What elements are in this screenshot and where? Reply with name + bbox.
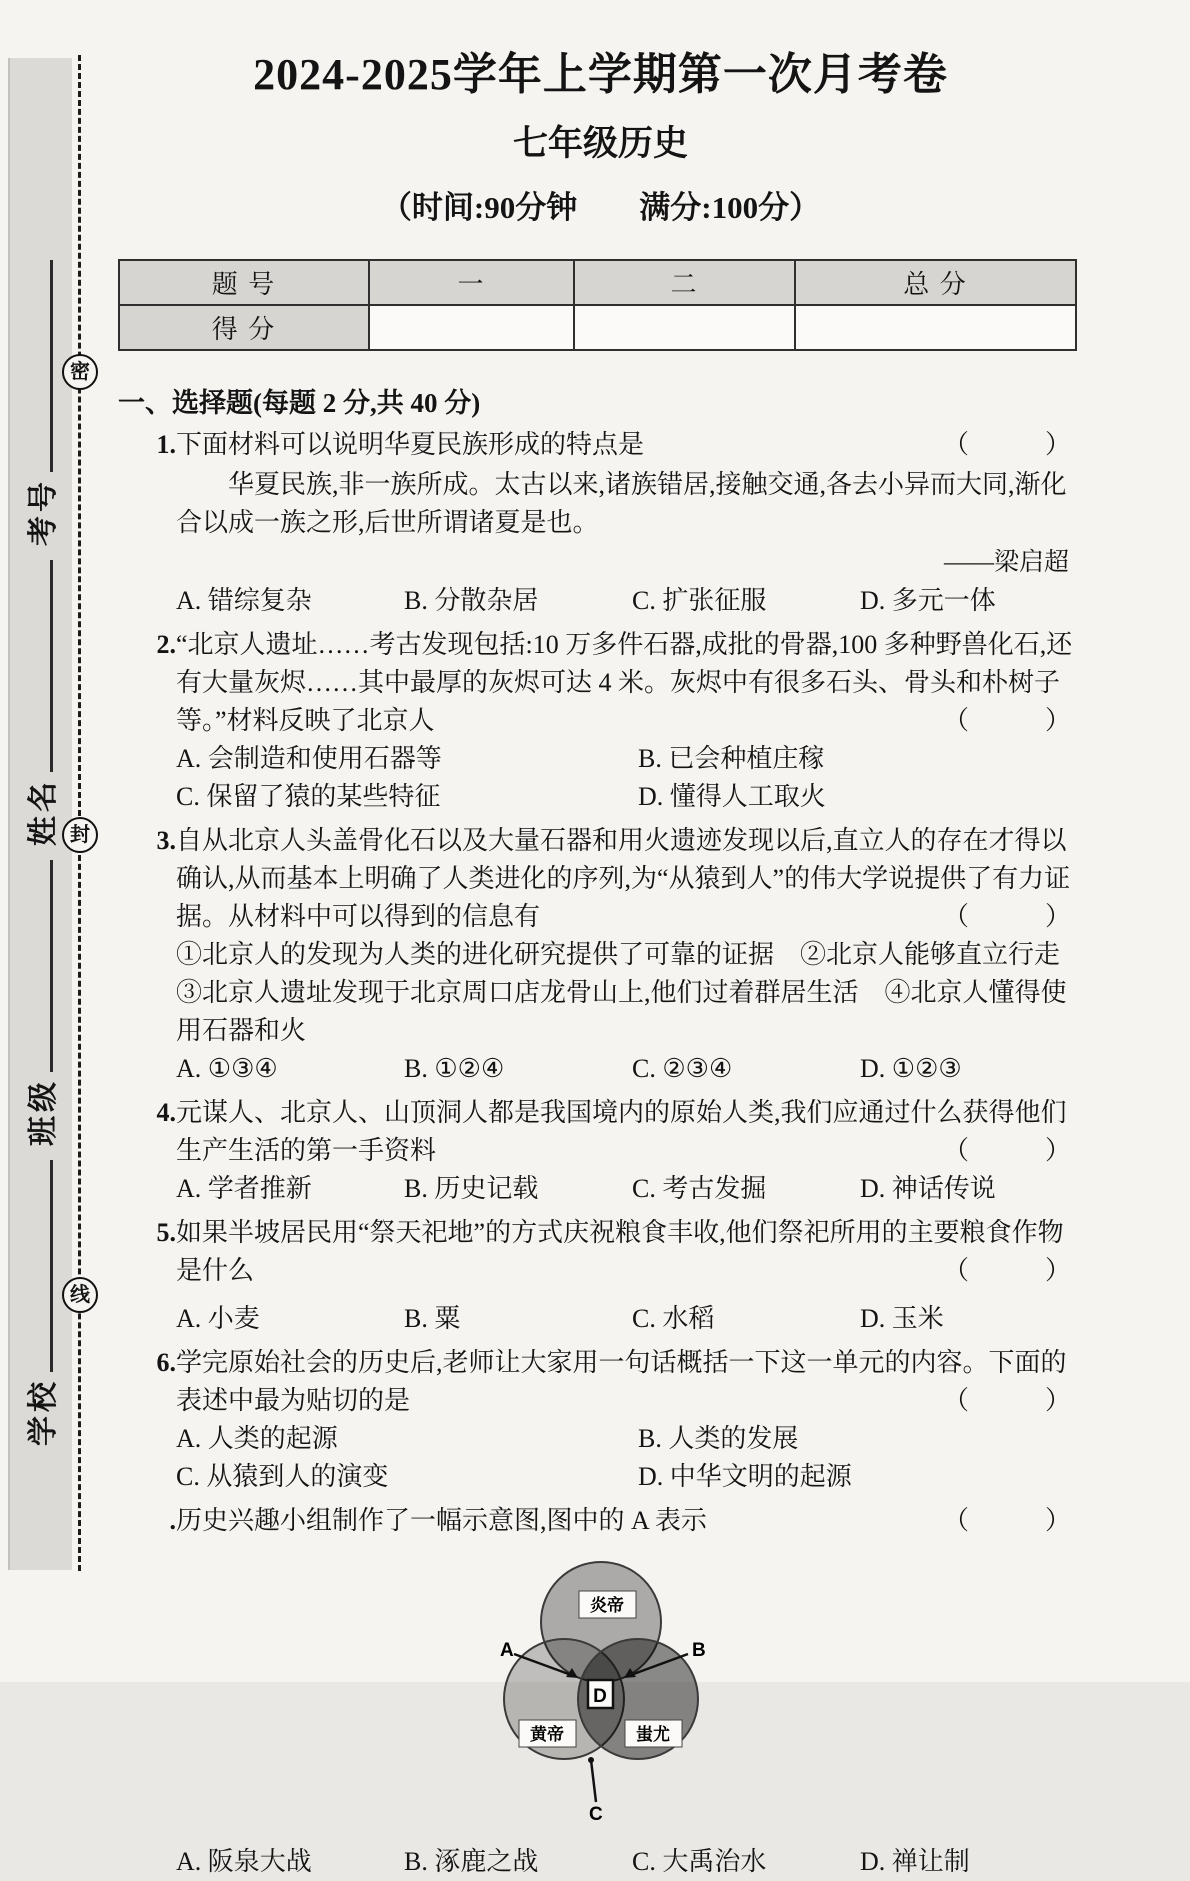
question-2 bbox=[118, 626, 1083, 816]
option-a: A. 错综复杂 bbox=[176, 586, 312, 615]
answer-bracket: （ ） bbox=[942, 1136, 1079, 1165]
option-c: C. 扩张征服 bbox=[632, 586, 767, 615]
score-table-header-part2: 二 bbox=[574, 260, 795, 305]
venn-marker-c: C bbox=[588, 1804, 603, 1825]
venn-marker-b: B bbox=[691, 1640, 706, 1661]
exam-time-score-info: （时间:90分钟 满分:100分） bbox=[380, 190, 821, 225]
score-cell-total bbox=[795, 305, 1076, 350]
option-c: C. 保留了猿的某些特征 bbox=[176, 782, 441, 811]
option-d: D. 玉米 bbox=[860, 1304, 944, 1333]
question-number: 3. bbox=[156, 826, 176, 855]
option-c: C. ②③④ bbox=[632, 1054, 733, 1083]
option-d: D. 中华文明的起源 bbox=[638, 1462, 852, 1491]
options-row bbox=[176, 740, 1088, 816]
score-table-header-total: 总 分 bbox=[795, 260, 1076, 305]
answer-bracket: （ ） bbox=[942, 902, 1079, 931]
name-blank-line bbox=[27, 560, 53, 772]
answer-bracket: （ ） bbox=[942, 1386, 1079, 1415]
option-d: D. 懂得人工取火 bbox=[638, 782, 826, 811]
question-sub-items: ①北京人的发现为人类的进化研究提供了可靠的证据 ②北京人能够直立行走 ③北京人遗址发现于北京周口店龙骨山上,他们过着群居生活 ④北京人懂得使用石器和火 bbox=[176, 940, 1087, 1045]
score-table-row-label: 得 分 bbox=[119, 305, 369, 350]
venn-marker-a: A bbox=[499, 1640, 514, 1661]
question-6 bbox=[118, 1344, 1083, 1496]
class-label: 班级 bbox=[27, 1078, 60, 1146]
question-number: 5. bbox=[156, 1218, 176, 1247]
answer-bracket: （ ） bbox=[942, 430, 1079, 459]
venn-label-huangdi: 黄帝 bbox=[529, 1725, 564, 1744]
school-label: 学校 bbox=[27, 1378, 60, 1446]
student-info-fields bbox=[8, 240, 72, 1460]
seal-char-mi: 密 bbox=[62, 354, 98, 390]
question-4 bbox=[118, 1094, 1083, 1208]
option-b: B. ①②④ bbox=[404, 1054, 505, 1083]
option-a: A. 学者推新 bbox=[176, 1174, 312, 1203]
venn-label-d: D bbox=[592, 1686, 607, 1707]
options-row bbox=[176, 582, 1088, 620]
score-table-header-question: 题 号 bbox=[119, 260, 369, 305]
answer-bracket: （ ） bbox=[942, 1506, 1079, 1535]
question-number: 1. bbox=[156, 430, 176, 459]
venn-diagram bbox=[118, 1544, 1083, 1835]
venn-diagram-svg bbox=[486, 1544, 716, 1824]
option-d: D. ①②③ bbox=[860, 1054, 962, 1083]
answer-bracket: （ ） bbox=[942, 706, 1079, 735]
option-a: A. 阪泉大战 bbox=[176, 1847, 312, 1876]
options-row bbox=[176, 1843, 1088, 1881]
option-b: B. 历史记载 bbox=[404, 1174, 539, 1203]
option-a: A. 小麦 bbox=[176, 1304, 260, 1333]
seal-char-feng: 封 bbox=[62, 817, 98, 853]
options-row bbox=[176, 1420, 1088, 1496]
option-c: C. 大禹治水 bbox=[632, 1847, 767, 1876]
option-b: B. 涿鹿之战 bbox=[404, 1847, 539, 1876]
venn-label-chiyou: 蚩尤 bbox=[635, 1725, 670, 1744]
exam-title: 2024-2025学年上学期第一次月考卷 bbox=[253, 50, 948, 99]
seal-dashed-line bbox=[78, 55, 81, 1571]
question-text: 历史兴趣小组制作了一幅示意图,图中的 A 表示 bbox=[176, 1506, 707, 1535]
question-7 bbox=[118, 1502, 1083, 1881]
question-number: 6. bbox=[156, 1348, 176, 1377]
option-d: D. 禅让制 bbox=[860, 1847, 970, 1876]
marker-c-line bbox=[591, 1760, 596, 1802]
option-d: D. 多元一体 bbox=[860, 586, 996, 615]
question-number: . bbox=[169, 1506, 176, 1535]
exam-content bbox=[118, 38, 1087, 1881]
name-label: 姓名 bbox=[27, 778, 60, 846]
question-text: 元谋人、北京人、山顶洞人都是我国境内的原始人类,我们应通过什么获得他们生产生活的第一手资料 bbox=[176, 1098, 1067, 1165]
question-text: 自从北京人头盖骨化石以及大量石器和用火遗迹发现以后,直立人的存在才得以确认,从而基本上明确了人类进化的序列,为“从猿到人”的伟大学说提供了有力证据。从材料中可以得到的信息有 bbox=[176, 826, 1071, 931]
question-1 bbox=[118, 426, 1083, 620]
school-blank-line bbox=[27, 1160, 53, 1372]
option-b: B. 粟 bbox=[404, 1304, 461, 1333]
question-3 bbox=[118, 822, 1087, 1088]
quote-attribution: ——梁启超 bbox=[943, 549, 1069, 576]
section-heading: 一、选择题(每题 2 分,共 40 分) bbox=[118, 388, 481, 418]
option-d: D. 神话传说 bbox=[860, 1174, 996, 1203]
option-c: C. 从猿到人的演变 bbox=[176, 1462, 389, 1491]
score-table bbox=[118, 259, 1077, 351]
option-b: B. 人类的发展 bbox=[638, 1424, 799, 1453]
marker-c-dot bbox=[588, 1757, 594, 1763]
exam-subtitle: 七年级历史 bbox=[512, 124, 688, 163]
option-a: A. ①③④ bbox=[176, 1054, 278, 1083]
options-row bbox=[176, 1300, 1088, 1338]
score-cell-part1 bbox=[369, 305, 574, 350]
question-number: 4. bbox=[156, 1098, 176, 1127]
question-text: 学完原始社会的历史后,老师让大家用一句话概括一下这一单元的内容。下面的表述中最为贴切的是 bbox=[176, 1348, 1067, 1415]
seal-char-xian: 线 bbox=[62, 1277, 98, 1313]
score-cell-part2 bbox=[574, 305, 795, 350]
question-text: “北京人遗址……考古发现包括:10 万多件石器,成批的骨器,100 多种野兽化石,还有大量灰烬……其中最厚的灰烬可达 4 米。灰烬中有很多石头、骨头和朴树子等。”材料反映了北京人 bbox=[176, 630, 1073, 735]
question-text: 如果半坡居民用“祭天祀地”的方式庆祝粮食丰收,他们祭祀所用的主要粮食作物是什么 bbox=[176, 1218, 1064, 1285]
option-c: C. 考古发掘 bbox=[632, 1174, 767, 1203]
question-quote: 华夏民族,非一族所成。太古以来,诸族错居,接触交通,各去小异而大同,渐化合以成一族之形,后世所谓诸夏是也。 bbox=[176, 470, 1067, 537]
exam-number-blank-line bbox=[27, 260, 53, 472]
class-blank-line bbox=[27, 860, 53, 1072]
option-b: B. 已会种植庄稼 bbox=[638, 744, 825, 773]
score-table-header-part1: 一 bbox=[369, 260, 574, 305]
exam-number-label: 考号 bbox=[27, 478, 60, 546]
question-5 bbox=[118, 1214, 1083, 1338]
option-c: C. 水稻 bbox=[632, 1304, 715, 1333]
question-text: 下面材料可以说明华夏民族形成的特点是 bbox=[176, 430, 645, 459]
option-b: B. 分散杂居 bbox=[404, 586, 539, 615]
options-row bbox=[176, 1050, 1088, 1088]
answer-bracket: （ ） bbox=[942, 1256, 1079, 1285]
options-row bbox=[176, 1170, 1088, 1208]
question-number: 2. bbox=[156, 630, 176, 659]
option-a: A. 会制造和使用石器等 bbox=[176, 744, 442, 773]
venn-label-yandi: 炎帝 bbox=[589, 1596, 624, 1615]
option-a: A. 人类的起源 bbox=[176, 1424, 338, 1453]
